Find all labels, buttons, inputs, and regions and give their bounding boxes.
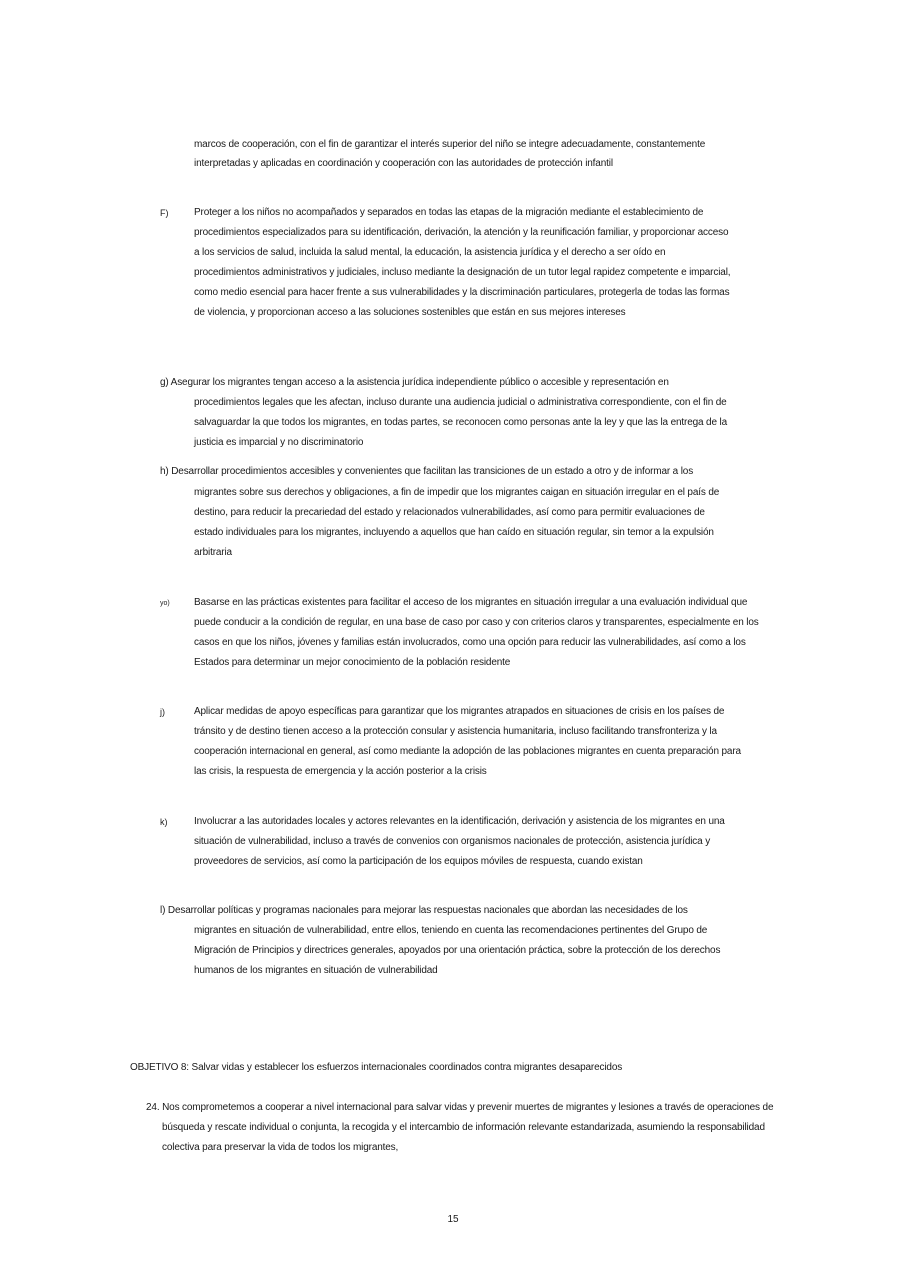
text-line: marcos de cooperación, con el fin de garantizar el interés superior del niño se integre adecuadamente, constantemente — [194, 139, 706, 150]
section-heading: OBJETIVO 8: Salvar vidas y establecer los esfuerzos internacionales coordinados contra migrantes desaparecidos — [130, 1062, 623, 1073]
text-line: estado individuales para los migrantes, incluyendo a aquellos que han caído en situación regular, sin temor a la expulsión — [194, 527, 714, 538]
list-marker: j) — [160, 707, 165, 717]
text-line: puede conducir a la condición de regular, en una base de caso por caso y con criterios claros y transparentes, especialmente en los — [194, 617, 759, 628]
list-marker: F) — [160, 208, 169, 218]
text-line: 24. Nos comprometemos a cooperar a nivel internacional para salvar vidas y prevenir muertes de migrantes y lesiones a través de operaciones de — [146, 1102, 774, 1113]
text-line: g) Asegurar los migrantes tengan acceso a la asistencia jurídica independiente público o accesible y representación en — [160, 377, 669, 388]
text-line: l) Desarrollar políticas y programas nacionales para mejorar las respuestas nacionales que abordan las necesidades de los — [160, 905, 688, 916]
text-line: destino, para reducir la precariedad del estado y relacionados vulnerabilidades, así como para permitir evaluaciones de — [194, 507, 705, 518]
text-line: Proteger a los niños no acompañados y separados en todas las etapas de la migración mediante el establecimiento de — [194, 207, 704, 218]
text-line: proveedores de servicios, así como la participación de los equipos móviles de respuesta, cuando existan — [194, 856, 643, 867]
text-line: situación de vulnerabilidad, incluso a través de convenios con organismos nacionales de protección, asistencia jurídica y — [194, 836, 711, 847]
text-line: justicia es imparcial y no discriminatorio — [194, 437, 364, 448]
text-line: colectiva para preservar la vida de todos los migrantes, — [162, 1142, 399, 1153]
text-line: las crisis, la respuesta de emergencia y la acción posterior a la crisis — [194, 766, 487, 777]
text-line: interpretadas y aplicadas en coordinación y cooperación con las autoridades de protección infantil — [194, 158, 613, 169]
text-line: humanos de los migrantes en situación de vulnerabilidad — [194, 965, 438, 976]
text-line: procedimientos legales que les afectan, incluso durante una audiencia judicial o administrativa correspondiente, con el fin de — [194, 397, 727, 408]
text-line: cooperación internacional en general, así como mediante la adopción de las poblaciones migrantes en cuenta preparación para — [194, 746, 741, 757]
text-line: Involucrar a las autoridades locales y actores relevantes en la identificación, derivación y asistencia de los migrantes en una — [194, 816, 725, 827]
text-line: como medio esencial para hacer frente a sus vulnerabilidades y la discriminación particulares, protegerla de todas las formas — [194, 287, 730, 298]
text-line: Migración de Principios y directrices generales, apoyados por una orientación práctica, sobre la protección de los derechos — [194, 945, 721, 956]
list-marker: k) — [160, 817, 168, 827]
text-line: procedimientos especializados para su identificación, derivación, la atención y la reunificación familiar, y proporcionar acceso — [194, 227, 729, 238]
page-number: 15 — [447, 1214, 459, 1225]
text-line: Aplicar medidas de apoyo específicas para garantizar que los migrantes atrapados en situaciones de crisis en los países de — [194, 706, 725, 717]
text-line: a los servicios de salud, incluida la salud mental, la educación, la asistencia jurídica y el derecho a ser oído en — [194, 247, 666, 258]
text-line: de violencia, y proporcionan acceso a las soluciones sostenibles que están en sus mejores intereses — [194, 307, 626, 318]
text-line: casos en que los niños, jóvenes y familias están involucrados, como una opción para reducir las vulnerabilidades, así como a los — [194, 637, 746, 648]
text-line: h) Desarrollar procedimientos accesibles y convenientes que facilitan las transiciones de un estado a otro y de informar a los — [160, 466, 694, 477]
text-line: Basarse en las prácticas existentes para facilitar el acceso de los migrantes en situación irregular a una evaluación individual que — [194, 597, 748, 608]
text-line: Estados para determinar un mejor conocimiento de la población residente — [194, 657, 511, 668]
text-line: búsqueda y rescate individual o conjunta, la recogida y el intercambio de información relevante estandarizada, asumiendo la responsabilidad — [162, 1122, 765, 1133]
text-line: migrantes sobre sus derechos y obligaciones, a fin de impedir que los migrantes caigan en situación irregular en el país de — [194, 487, 720, 498]
list-marker: yo) — [160, 600, 170, 607]
text-line: arbitraria — [194, 547, 232, 558]
text-line: procedimientos administrativos y judiciales, incluso mediante la designación de un tutor legal rapidez competente e imparcial, — [194, 267, 731, 278]
text-line: salvaguardar la que todos los migrantes, en todas partes, se reconocen como personas ante la ley y que las la entrega de la — [194, 417, 727, 428]
text-line: tránsito y de destino tienen acceso a la protección consular y asistencia humanitaria, incluso facilitando transfronteriza y la — [194, 726, 717, 737]
text-line: migrantes en situación de vulnerabilidad, entre ellos, teniendo en cuenta las recomendaciones pertinentes del Grupo de — [194, 925, 708, 936]
